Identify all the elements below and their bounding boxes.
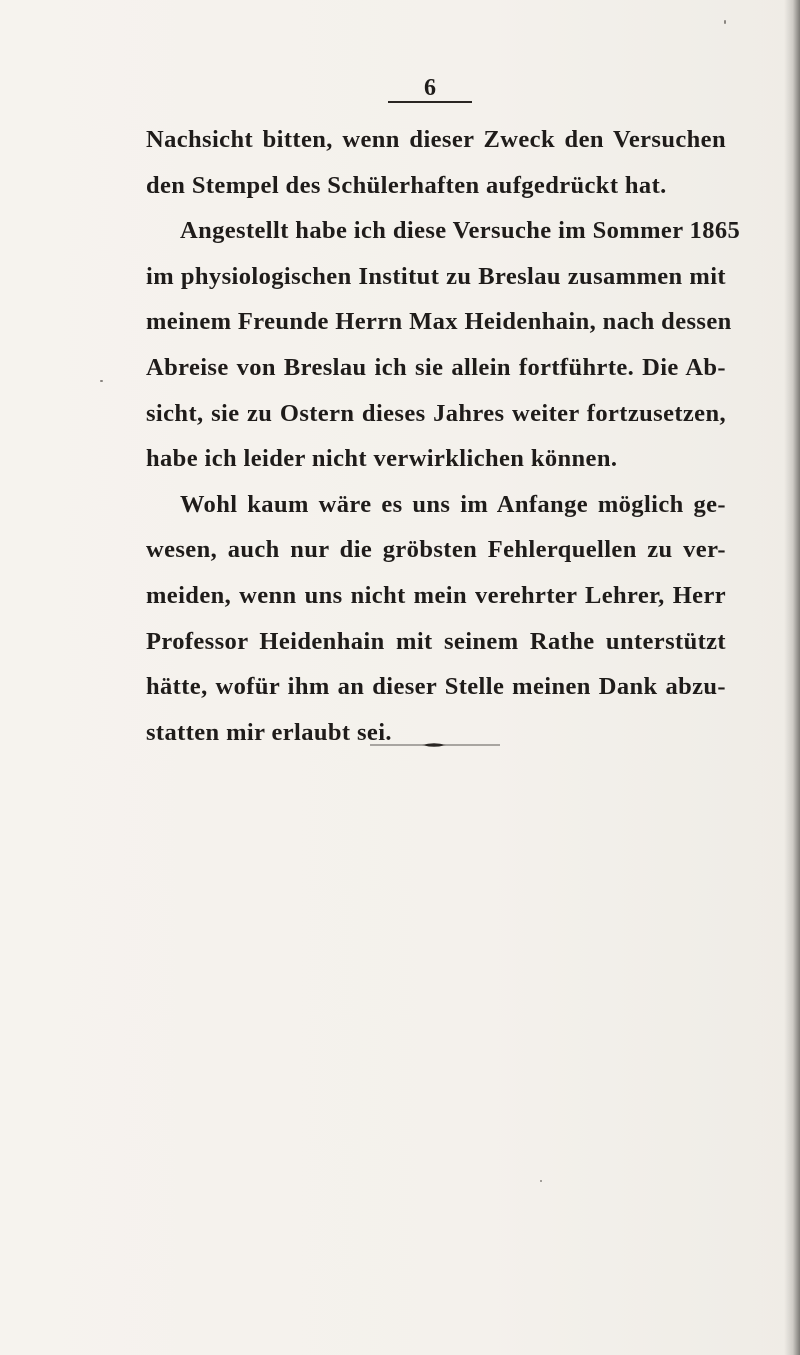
text-line: meiden, wenn uns nicht mein verehrter Lehrer, Herr [146,581,726,609]
text-line: meinem Freunde Herrn Max Heidenhain, nach dessen [146,308,732,336]
text-line: Wohl kaum wäre es uns im Anfange möglich ge- [180,490,726,518]
text-line: wesen, auch nur die gröbsten Fehlerquellen zu ver- [146,536,726,564]
text-line: Angestellt habe ich diese Versuche im Sommer 1865 [180,217,741,245]
paper-speck [100,380,103,382]
text-line: statten mir erlaubt sei. [146,718,392,746]
text-line: im physiologischen Institut zu Breslau zusammen mit [146,262,726,290]
page-number: 6 [424,75,436,101]
text-line: den Stempel des Schülerhaften aufgedrückt hat. [146,171,667,199]
page-number-rule [388,101,472,103]
text-line: Professor Heidenhain mit seinem Rathe unterstützt [146,627,726,655]
binding-edge-shadow [784,0,800,1355]
end-ornament [370,742,500,748]
text-line: sicht, sie zu Ostern dieses Jahres weiter fortzusetzen, [146,399,726,427]
body-text [146,117,741,755]
text-line: Abreise von Breslau ich sie allein fortführte. Die Ab- [146,353,726,381]
paper-speck [540,1180,542,1182]
text-line: habe ich leider nicht verwirklichen können. [146,445,618,473]
paper-speck [724,20,726,24]
text-line: Nachsicht bitten, wenn dieser Zweck den Versuchen [146,126,726,153]
text-line: hätte, wofür ihm an dieser Stelle meinen Dank abzu- [146,673,726,701]
